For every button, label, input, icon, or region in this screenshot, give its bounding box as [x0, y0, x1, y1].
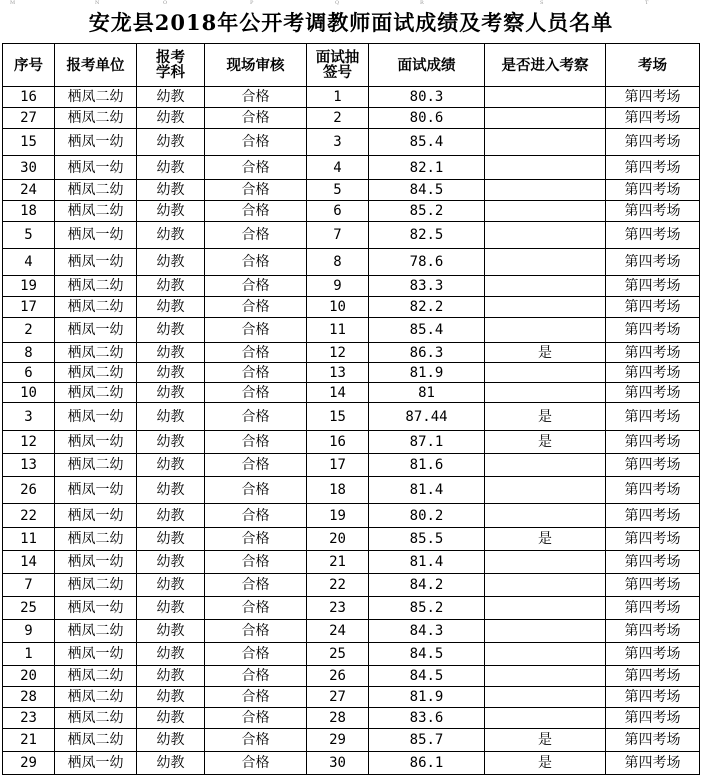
cell-enter[interactable] — [485, 108, 606, 129]
cell-enter[interactable] — [485, 297, 606, 318]
cell-unit[interactable]: 栖凤二幼 — [55, 708, 137, 729]
cell-seq[interactable]: 20 — [3, 666, 55, 687]
cell-check[interactable]: 合格 — [205, 620, 307, 643]
cell-draw[interactable]: 8 — [307, 249, 369, 276]
cell-subject[interactable]: 幼教 — [137, 156, 205, 180]
cell-seq[interactable]: 21 — [3, 729, 55, 752]
cell-check[interactable]: 合格 — [205, 249, 307, 276]
cell-draw[interactable]: 14 — [307, 383, 369, 403]
cell-score[interactable]: 85.5 — [369, 528, 485, 551]
cell-room[interactable]: 第四考场 — [606, 504, 700, 528]
cell-seq[interactable]: 29 — [3, 752, 55, 775]
column-letter: R — [420, 0, 424, 6]
table-row — [3, 201, 700, 222]
cell-room[interactable]: 第四考场 — [606, 551, 700, 574]
table-row — [3, 383, 700, 403]
cell-room[interactable]: 第四考场 — [606, 276, 700, 297]
cell-check[interactable]: 合格 — [205, 643, 307, 666]
cell-room[interactable]: 第四考场 — [606, 343, 700, 363]
column-letter: M — [10, 0, 16, 6]
cell-unit[interactable]: 栖凤二幼 — [55, 108, 137, 129]
cell-seq[interactable]: 5 — [3, 222, 55, 249]
cell-seq[interactable]: 22 — [3, 504, 55, 528]
cell-draw[interactable]: 9 — [307, 276, 369, 297]
table-row — [3, 363, 700, 383]
cell-unit[interactable]: 栖凤二幼 — [55, 343, 137, 363]
cell-draw[interactable]: 19 — [307, 504, 369, 528]
cell-enter[interactable]: 是 — [485, 528, 606, 551]
cell-room[interactable]: 第四考场 — [606, 383, 700, 403]
cell-score[interactable]: 78.6 — [369, 249, 485, 276]
cell-seq[interactable]: 25 — [3, 597, 55, 620]
cell-subject[interactable]: 幼教 — [137, 477, 205, 504]
header-draw[interactable] — [307, 44, 369, 87]
cell-enter[interactable] — [485, 222, 606, 249]
cell-seq[interactable]: 17 — [3, 297, 55, 318]
table-row — [3, 729, 700, 752]
cell-seq[interactable]: 11 — [3, 528, 55, 551]
table-row — [3, 156, 700, 180]
header-room[interactable]: 考场 — [606, 44, 700, 87]
cell-enter[interactable] — [485, 504, 606, 528]
cell-draw[interactable]: 24 — [307, 620, 369, 643]
cell-seq[interactable]: 23 — [3, 708, 55, 729]
cell-draw[interactable]: 20 — [307, 528, 369, 551]
table-row — [3, 297, 700, 318]
cell-draw[interactable]: 6 — [307, 201, 369, 222]
cell-draw[interactable]: 26 — [307, 666, 369, 687]
cell-subject[interactable]: 幼教 — [137, 620, 205, 643]
cell-unit[interactable]: 栖凤二幼 — [55, 574, 137, 597]
cell-check[interactable]: 合格 — [205, 454, 307, 477]
table-row — [3, 318, 700, 343]
cell-check[interactable]: 合格 — [205, 129, 307, 156]
cell-score[interactable]: 84.3 — [369, 620, 485, 643]
cell-enter[interactable]: 是 — [485, 343, 606, 363]
column-letter: N — [95, 0, 100, 6]
cell-score[interactable]: 85.4 — [369, 318, 485, 343]
table-row — [3, 249, 700, 276]
cell-seq[interactable]: 16 — [3, 87, 55, 108]
cell-subject[interactable]: 幼教 — [137, 666, 205, 687]
cell-enter[interactable] — [485, 383, 606, 403]
cell-check[interactable]: 合格 — [205, 201, 307, 222]
cell-subject[interactable]: 幼教 — [137, 454, 205, 477]
cell-check[interactable]: 合格 — [205, 708, 307, 729]
cell-unit[interactable]: 栖凤一幼 — [55, 597, 137, 620]
cell-unit[interactable]: 栖凤一幼 — [55, 222, 137, 249]
cell-subject[interactable]: 幼教 — [137, 574, 205, 597]
cell-unit[interactable]: 栖凤一幼 — [55, 477, 137, 504]
cell-unit[interactable]: 栖凤一幼 — [55, 318, 137, 343]
cell-subject[interactable]: 幼教 — [137, 222, 205, 249]
cell-score[interactable]: 83.3 — [369, 276, 485, 297]
table-row — [3, 752, 700, 775]
cell-enter[interactable]: 是 — [485, 403, 606, 431]
cell-draw[interactable]: 3 — [307, 129, 369, 156]
cell-seq[interactable]: 28 — [3, 687, 55, 708]
cell-score[interactable]: 87.1 — [369, 431, 485, 454]
cell-draw[interactable]: 7 — [307, 222, 369, 249]
cell-score[interactable]: 84.5 — [369, 643, 485, 666]
cell-check[interactable]: 合格 — [205, 752, 307, 775]
cell-seq[interactable]: 30 — [3, 156, 55, 180]
cell-room[interactable]: 第四考场 — [606, 249, 700, 276]
cell-subject[interactable]: 幼教 — [137, 249, 205, 276]
cell-draw[interactable]: 10 — [307, 297, 369, 318]
cell-subject[interactable]: 幼教 — [137, 708, 205, 729]
cell-score[interactable]: 82.1 — [369, 156, 485, 180]
cell-check[interactable]: 合格 — [205, 729, 307, 752]
cell-unit[interactable]: 栖凤二幼 — [55, 276, 137, 297]
cell-draw[interactable]: 18 — [307, 477, 369, 504]
table-row — [3, 87, 700, 108]
cell-room[interactable]: 第四考场 — [606, 708, 700, 729]
cell-subject[interactable]: 幼教 — [137, 129, 205, 156]
cell-unit[interactable]: 栖凤二幼 — [55, 687, 137, 708]
cell-enter[interactable]: 是 — [485, 752, 606, 775]
table-row — [3, 597, 700, 620]
cell-score[interactable]: 81.4 — [369, 477, 485, 504]
cell-subject[interactable]: 幼教 — [137, 180, 205, 201]
cell-score[interactable]: 85.2 — [369, 597, 485, 620]
cell-enter[interactable] — [485, 477, 606, 504]
cell-check[interactable]: 合格 — [205, 504, 307, 528]
cell-score[interactable]: 83.6 — [369, 708, 485, 729]
cell-enter[interactable] — [485, 363, 606, 383]
cell-check[interactable]: 合格 — [205, 156, 307, 180]
cell-subject[interactable]: 幼教 — [137, 403, 205, 431]
cell-seq[interactable]: 10 — [3, 383, 55, 403]
cell-subject[interactable]: 幼教 — [137, 297, 205, 318]
table-row — [3, 343, 700, 363]
cell-check[interactable]: 合格 — [205, 431, 307, 454]
cell-enter[interactable]: 是 — [485, 729, 606, 752]
cell-enter[interactable] — [485, 180, 606, 201]
cell-draw[interactable]: 12 — [307, 343, 369, 363]
cell-subject[interactable]: 幼教 — [137, 729, 205, 752]
cell-check[interactable]: 合格 — [205, 528, 307, 551]
cell-seq[interactable]: 15 — [3, 129, 55, 156]
cell-room[interactable]: 第四考场 — [606, 201, 700, 222]
cell-check[interactable]: 合格 — [205, 383, 307, 403]
cell-unit[interactable]: 栖凤一幼 — [55, 156, 137, 180]
cell-score[interactable]: 81.9 — [369, 687, 485, 708]
cell-room[interactable]: 第四考场 — [606, 687, 700, 708]
cell-enter[interactable] — [485, 201, 606, 222]
table-row — [3, 574, 700, 597]
cell-seq[interactable]: 1 — [3, 643, 55, 666]
cell-unit[interactable]: 栖凤一幼 — [55, 504, 137, 528]
sheet-title: 安龙县2018年公开考调教师面试成绩及考察人员名单 — [88, 10, 614, 35]
cell-draw[interactable]: 2 — [307, 108, 369, 129]
cell-unit[interactable]: 栖凤二幼 — [55, 666, 137, 687]
cell-enter[interactable] — [485, 597, 606, 620]
cell-unit[interactable]: 栖凤二幼 — [55, 363, 137, 383]
cell-enter[interactable] — [485, 276, 606, 297]
cell-unit[interactable]: 栖凤二幼 — [55, 729, 137, 752]
cell-check[interactable]: 合格 — [205, 666, 307, 687]
cell-draw[interactable]: 11 — [307, 318, 369, 343]
cell-check[interactable]: 合格 — [205, 297, 307, 318]
cell-score[interactable]: 84.5 — [369, 666, 485, 687]
column-letter: T — [645, 0, 649, 6]
cell-seq[interactable]: 26 — [3, 477, 55, 504]
cell-unit[interactable]: 栖凤二幼 — [55, 383, 137, 403]
table-row — [3, 180, 700, 201]
cell-unit[interactable]: 栖凤一幼 — [55, 129, 137, 156]
cell-room[interactable]: 第四考场 — [606, 528, 700, 551]
cell-check[interactable]: 合格 — [205, 87, 307, 108]
cell-enter[interactable] — [485, 708, 606, 729]
cell-draw[interactable]: 29 — [307, 729, 369, 752]
cell-enter[interactable] — [485, 129, 606, 156]
cell-draw[interactable]: 4 — [307, 156, 369, 180]
cell-enter[interactable] — [485, 643, 606, 666]
cell-subject[interactable]: 幼教 — [137, 504, 205, 528]
cell-check[interactable]: 合格 — [205, 551, 307, 574]
header-subject[interactable] — [137, 44, 205, 87]
table-row — [3, 687, 700, 708]
cell-subject[interactable]: 幼教 — [137, 108, 205, 129]
cell-enter[interactable] — [485, 249, 606, 276]
column-letter: O — [163, 0, 168, 6]
cell-unit[interactable]: 栖凤一幼 — [55, 249, 137, 276]
cell-check[interactable]: 合格 — [205, 180, 307, 201]
cell-score[interactable]: 85.7 — [369, 729, 485, 752]
cell-room[interactable]: 第四考场 — [606, 222, 700, 249]
cell-enter[interactable] — [485, 87, 606, 108]
cell-score[interactable]: 86.1 — [369, 752, 485, 775]
cell-score[interactable]: 85.4 — [369, 129, 485, 156]
table-row — [3, 454, 700, 477]
cell-seq[interactable]: 4 — [3, 249, 55, 276]
cell-score[interactable]: 80.3 — [369, 87, 485, 108]
cell-seq[interactable]: 18 — [3, 201, 55, 222]
cell-subject[interactable]: 幼教 — [137, 276, 205, 297]
cell-room[interactable]: 第四考场 — [606, 643, 700, 666]
header-seq[interactable]: 序号 — [3, 44, 55, 87]
cell-enter[interactable] — [485, 454, 606, 477]
cell-score[interactable]: 87.44 — [369, 403, 485, 431]
table-row — [3, 129, 700, 156]
column-letter: Q — [335, 0, 340, 6]
cell-subject[interactable]: 幼教 — [137, 383, 205, 403]
header-unit[interactable]: 报考单位 — [55, 44, 137, 87]
cell-room[interactable]: 第四考场 — [606, 574, 700, 597]
cell-check[interactable]: 合格 — [205, 403, 307, 431]
cell-check[interactable]: 合格 — [205, 574, 307, 597]
cell-room[interactable]: 第四考场 — [606, 108, 700, 129]
cell-draw[interactable]: 21 — [307, 551, 369, 574]
cell-seq[interactable]: 3 — [3, 403, 55, 431]
cell-score[interactable]: 80.2 — [369, 504, 485, 528]
table-row — [3, 708, 700, 729]
cell-subject[interactable]: 幼教 — [137, 528, 205, 551]
cell-draw[interactable]: 5 — [307, 180, 369, 201]
cell-score[interactable]: 85.2 — [369, 201, 485, 222]
cell-unit[interactable]: 栖凤二幼 — [55, 87, 137, 108]
cell-subject[interactable]: 幼教 — [137, 87, 205, 108]
cell-draw[interactable]: 23 — [307, 597, 369, 620]
cell-enter[interactable] — [485, 687, 606, 708]
header-check[interactable]: 现场审核 — [205, 44, 307, 87]
cell-unit[interactable]: 栖凤一幼 — [55, 403, 137, 431]
cell-score[interactable]: 82.5 — [369, 222, 485, 249]
cell-unit[interactable]: 栖凤一幼 — [55, 643, 137, 666]
cell-room[interactable]: 第四考场 — [606, 454, 700, 477]
cell-seq[interactable]: 27 — [3, 108, 55, 129]
cell-subject[interactable]: 幼教 — [137, 551, 205, 574]
cell-draw[interactable]: 13 — [307, 363, 369, 383]
cell-room[interactable]: 第四考场 — [606, 729, 700, 752]
table-row — [3, 477, 700, 504]
table-row — [3, 504, 700, 528]
cell-check[interactable]: 合格 — [205, 343, 307, 363]
cell-room[interactable]: 第四考场 — [606, 318, 700, 343]
cell-unit[interactable]: 栖凤二幼 — [55, 528, 137, 551]
cell-seq[interactable]: 24 — [3, 180, 55, 201]
cell-enter[interactable] — [485, 620, 606, 643]
table-row — [3, 551, 700, 574]
cell-enter[interactable] — [485, 318, 606, 343]
cell-score[interactable]: 84.2 — [369, 574, 485, 597]
header-subject-text: 报考学科 — [156, 49, 185, 81]
cell-draw[interactable]: 27 — [307, 687, 369, 708]
cell-subject[interactable]: 幼教 — [137, 643, 205, 666]
cell-room[interactable]: 第四考场 — [606, 363, 700, 383]
cell-score[interactable]: 86.3 — [369, 343, 485, 363]
cell-room[interactable]: 第四考场 — [606, 87, 700, 108]
cell-check[interactable]: 合格 — [205, 687, 307, 708]
cell-unit[interactable]: 栖凤一幼 — [55, 551, 137, 574]
cell-room[interactable]: 第四考场 — [606, 129, 700, 156]
cell-subject[interactable]: 幼教 — [137, 597, 205, 620]
cell-draw[interactable]: 17 — [307, 454, 369, 477]
header-score[interactable]: 面试成绩 — [369, 44, 485, 87]
cell-subject[interactable]: 幼教 — [137, 318, 205, 343]
cell-subject[interactable]: 幼教 — [137, 363, 205, 383]
cell-seq[interactable]: 19 — [3, 276, 55, 297]
table-row — [3, 666, 700, 687]
cell-room[interactable]: 第四考场 — [606, 431, 700, 454]
cell-enter[interactable] — [485, 156, 606, 180]
header-row — [3, 44, 700, 87]
cell-score[interactable]: 81.9 — [369, 363, 485, 383]
cell-room[interactable]: 第四考场 — [606, 403, 700, 431]
table-row — [3, 643, 700, 666]
column-letter: P — [250, 0, 254, 6]
cell-room[interactable]: 第四考场 — [606, 597, 700, 620]
cell-draw[interactable]: 16 — [307, 431, 369, 454]
table-row — [3, 620, 700, 643]
cell-seq[interactable]: 14 — [3, 551, 55, 574]
cell-unit[interactable]: 栖凤二幼 — [55, 620, 137, 643]
cell-unit[interactable]: 栖凤二幼 — [55, 180, 137, 201]
cell-subject[interactable]: 幼教 — [137, 431, 205, 454]
cell-score[interactable]: 80.6 — [369, 108, 485, 129]
cell-room[interactable]: 第四考场 — [606, 477, 700, 504]
cell-seq[interactable]: 8 — [3, 343, 55, 363]
cell-subject[interactable]: 幼教 — [137, 201, 205, 222]
cell-draw[interactable]: 15 — [307, 403, 369, 431]
cell-room[interactable]: 第四考场 — [606, 180, 700, 201]
results-table — [2, 43, 700, 775]
cell-check[interactable]: 合格 — [205, 318, 307, 343]
cell-check[interactable]: 合格 — [205, 222, 307, 249]
cell-score[interactable]: 81.4 — [369, 551, 485, 574]
table-row — [3, 403, 700, 431]
cell-enter[interactable] — [485, 574, 606, 597]
cell-draw[interactable]: 1 — [307, 87, 369, 108]
cell-check[interactable]: 合格 — [205, 108, 307, 129]
cell-subject[interactable]: 幼教 — [137, 687, 205, 708]
cell-enter[interactable] — [485, 666, 606, 687]
cell-unit[interactable]: 栖凤一幼 — [55, 752, 137, 775]
cell-subject[interactable]: 幼教 — [137, 343, 205, 363]
cell-score[interactable]: 81 — [369, 383, 485, 403]
cell-check[interactable]: 合格 — [205, 276, 307, 297]
cell-unit[interactable]: 栖凤二幼 — [55, 454, 137, 477]
cell-subject[interactable]: 幼教 — [137, 752, 205, 775]
cell-check[interactable]: 合格 — [205, 363, 307, 383]
cell-room[interactable]: 第四考场 — [606, 752, 700, 775]
cell-room[interactable]: 第四考场 — [606, 156, 700, 180]
table-row — [3, 108, 700, 129]
cell-seq[interactable]: 2 — [3, 318, 55, 343]
cell-draw[interactable]: 22 — [307, 574, 369, 597]
cell-draw[interactable]: 30 — [307, 752, 369, 775]
table-body — [3, 87, 700, 775]
table-row — [3, 276, 700, 297]
cell-enter[interactable] — [485, 551, 606, 574]
cell-unit[interactable]: 栖凤一幼 — [55, 431, 137, 454]
cell-score[interactable]: 84.5 — [369, 180, 485, 201]
cell-draw[interactable]: 28 — [307, 708, 369, 729]
column-letter: S — [540, 0, 544, 6]
header-draw-text: 面试抽签号 — [315, 49, 360, 81]
cell-score[interactable]: 81.6 — [369, 454, 485, 477]
cell-room[interactable]: 第四考场 — [606, 620, 700, 643]
cell-check[interactable]: 合格 — [205, 597, 307, 620]
table-row — [3, 222, 700, 249]
cell-draw[interactable]: 25 — [307, 643, 369, 666]
cell-room[interactable]: 第四考场 — [606, 297, 700, 318]
cell-unit[interactable]: 栖凤二幼 — [55, 297, 137, 318]
cell-score[interactable]: 82.2 — [369, 297, 485, 318]
header-enter[interactable]: 是否进入考察 — [485, 44, 606, 87]
cell-seq[interactable]: 9 — [3, 620, 55, 643]
cell-room[interactable]: 第四考场 — [606, 666, 700, 687]
cell-seq[interactable]: 13 — [3, 454, 55, 477]
cell-check[interactable]: 合格 — [205, 477, 307, 504]
table-row — [3, 431, 700, 454]
table-row — [3, 528, 700, 551]
cell-enter[interactable]: 是 — [485, 431, 606, 454]
cell-seq[interactable]: 7 — [3, 574, 55, 597]
cell-seq[interactable]: 6 — [3, 363, 55, 383]
cell-seq[interactable]: 12 — [3, 431, 55, 454]
cell-unit[interactable]: 栖凤二幼 — [55, 201, 137, 222]
